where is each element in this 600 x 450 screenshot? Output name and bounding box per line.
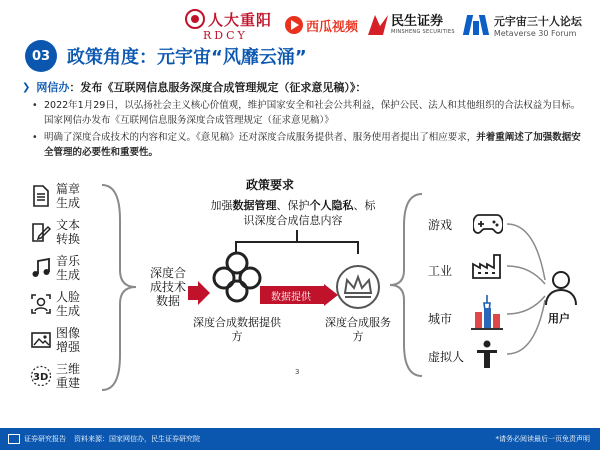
gen-label: 音乐生成 [56, 254, 81, 282]
left-brace [100, 180, 140, 395]
subpoint-definition-text: 明确了深度合成技术的内容和定义。《意见稿》还对深度合成服务提供者、服务使用者提出了相应要求， [44, 132, 477, 143]
minsheng-logo-en: MINSHENG SECURITIES [391, 29, 455, 35]
bullet-headline-text: ：发布《互联网信息服务深度合成管理规定（征求意见稿）》： [69, 81, 367, 94]
rdcy-logo-cn: 人大重阳 [208, 10, 273, 29]
red-arrow-icon [188, 281, 210, 305]
metaverse-logo-cn: 元宇宙三十人论坛 [493, 14, 582, 28]
req-text-c: 、保护 [276, 199, 310, 212]
xigua-logo [285, 16, 358, 35]
gen-item-0 [30, 180, 100, 212]
gen-label: 人脸生成 [56, 290, 81, 318]
gen-label: 文本转换 [56, 218, 81, 246]
rdcy-logo-en: RDCY [203, 28, 248, 42]
gen-item-1 [30, 216, 100, 248]
user-icon [544, 270, 578, 306]
usecase-label-game: 游戏 [428, 218, 453, 232]
footer-bar [0, 428, 600, 450]
user-label: 用户 [548, 312, 570, 325]
gen-label: 三维重建 [56, 362, 81, 390]
gen-item-3 [30, 288, 100, 320]
partner-logos [185, 6, 594, 44]
gamepad-icon [473, 210, 503, 234]
req-text-d: 个人隐私 [309, 199, 354, 212]
factory-icon [471, 252, 503, 280]
xigua-play-icon [285, 16, 303, 34]
gen-label: 图像增强 [56, 326, 81, 354]
rdcy-seal-icon [185, 9, 205, 29]
right-brace [388, 190, 424, 380]
text-content [22, 80, 582, 160]
section-header [25, 40, 307, 72]
data-flow-label: 数据提供 [271, 292, 311, 303]
face-scan-icon [30, 292, 52, 316]
virtual-human-icon [476, 340, 498, 368]
section-number-badge: 03 [25, 40, 57, 72]
deep-synthesis-diagram [0, 170, 600, 420]
policy-requirements-title: 政策要求 [245, 178, 294, 192]
metaverse-logo-en: Metaverse 30 Forum [493, 28, 577, 38]
requirement-connector [230, 230, 365, 254]
section-title: 政策角度：元宇宙“风靡云涌” [67, 47, 307, 68]
minsheng-logo [368, 15, 455, 35]
page-number: 3 [295, 368, 300, 376]
metaverse-mark-icon [465, 15, 489, 35]
minsheng-mark-icon [368, 15, 388, 35]
service-label: 深度合成服务方 [325, 316, 391, 343]
gen-item-2 [30, 252, 100, 284]
service-crown-icon [335, 264, 381, 310]
req-text-b: 数据管理 [232, 199, 277, 212]
gen-label: 篇章生成 [56, 182, 81, 210]
gen-item-5 [30, 360, 100, 392]
report-logo-icon [8, 434, 20, 444]
usecase-label-industry: 工业 [428, 264, 453, 278]
subpoint-date [22, 98, 582, 128]
provider-label: 深度合成数据提供方 [193, 316, 281, 343]
req-text-e: 、标识深度合成信息内容 [243, 199, 376, 227]
bullet-headline [22, 80, 582, 96]
edit-icon [30, 220, 52, 244]
minsheng-logo-text: 民生证券 [391, 14, 444, 29]
tech-data-label: 深度合成技术数据 [149, 266, 186, 308]
usecase-label-city: 城市 [428, 312, 453, 326]
rdcy-logo [185, 9, 275, 42]
image-icon [30, 328, 52, 352]
policy-requirements-text [208, 198, 378, 228]
city-icon [471, 294, 503, 332]
music-icon [30, 256, 52, 280]
svg-text:3D: 3D [33, 372, 49, 383]
footer-source: 资料来源：国家网信办，民生证券研究院 [74, 435, 200, 443]
data-provider-icon [212, 250, 262, 306]
footer-report-label: 证券研究报告 [24, 435, 66, 443]
subpoint-date-text: 2022年1月29日，以弘扬社会主义核心价值观，维护国家安全和社会公共利益，保护公民、法人和其他组织的合法权益为目标。国家网信办发布《互联网信息服务深度合成管理规定（征求意见稿）》 [44, 100, 581, 126]
3d-icon [30, 364, 52, 388]
footer-disclaimer: *请务必阅读最后一页免责声明 [495, 435, 590, 443]
req-text-a: 加强 [210, 199, 233, 212]
xigua-logo-text: 西瓜视频 [306, 19, 359, 35]
chevron-right-icon: ❯ [22, 82, 31, 93]
subpoint-definition-bold: 并着重阐述了加强数据安全管理的必要性和重要性。 [44, 132, 581, 158]
usecase-label-virtual-human: 虚拟人 [428, 350, 465, 364]
bullet-source: 网信办 [36, 81, 70, 94]
subpoint-definition [22, 130, 582, 160]
document-icon [30, 184, 52, 208]
gen-item-4 [30, 324, 100, 356]
metaverse-logo [465, 13, 582, 38]
